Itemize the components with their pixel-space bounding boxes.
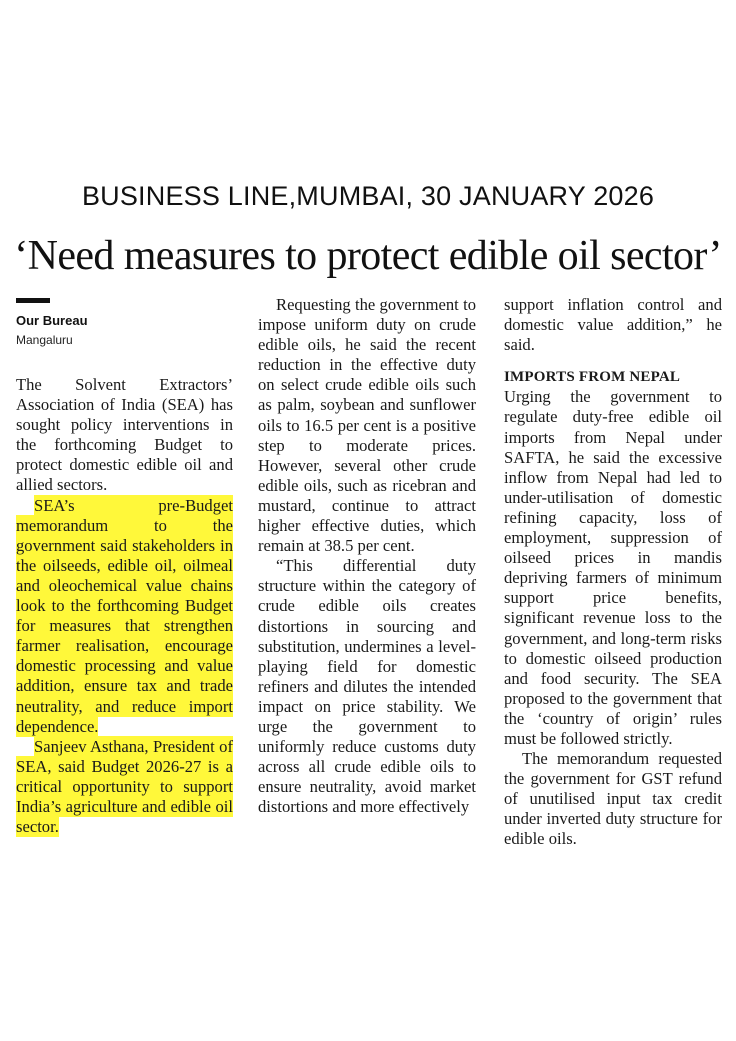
article-paragraph-highlighted bbox=[16, 496, 233, 737]
byline-rule bbox=[16, 298, 50, 303]
section-subhead: IMPORTS FROM NEPAL bbox=[504, 369, 681, 386]
article-headline: ‘Need measures to protect edible oil sector’ bbox=[14, 233, 722, 279]
article-column-1 bbox=[16, 375, 233, 837]
article-paragraph: The memorandum requested the government for GST refund of unutilised input tax credit under inverted duty structure for edible oils. bbox=[504, 749, 722, 849]
article-paragraph: support inflation control and domestic value addition,” he said. bbox=[504, 295, 722, 355]
article-paragraph-highlighted bbox=[16, 737, 233, 837]
highlighted-text: SEA’s pre-Budget memorandum to the government said stakeholders in the oilseeds, edible oil, oilmeal and oleochemical value chains look to the forthcoming Budget for measures that strengthen farmer realisation, encourage domestic processing and value addition, ensure tax and trade neutrality, and reduce import dependence. bbox=[16, 495, 233, 736]
article-paragraph: Requesting the government to impose uniform duty on crude edible oils, he said the recent reduction in the effective duty on select crude edible oils such as palm, soybean and sunflower oils to 16.5 per cent is a positive step to moderate prices. However, several other crude edible oils, such as ricebran and mustard, continue to attract higher effective duties, which remain at 38.5 per cent. bbox=[258, 295, 476, 556]
article-column-3 bbox=[504, 295, 722, 850]
article-column-2 bbox=[258, 295, 476, 817]
publication-masthead: BUSINESS LINE,MUMBAI, 30 JANUARY 2026 bbox=[81, 181, 655, 211]
highlighted-text: Sanjeev Asthana, President of SEA, said Budget 2026-27 is a critical opportunity to support India’s agriculture and edible oil sector. bbox=[16, 736, 233, 837]
article-paragraph: The Solvent Extractors’ Association of India (SEA) has sought policy interventions in the forthcoming Budget to protect domestic edible oil and allied sectors. bbox=[16, 375, 233, 495]
article-paragraph: Urging the government to regulate duty-free edible oil imports from Nepal under SAFTA, he said the excessive inflow from Nepal had led to under-utilisation of domestic refining capacity, loss of employment, suppression of oilseed prices in mandis depriving farmers of minimum support price benefits, significant revenue loss to the government, and long-term risks to domestic oilseed production and food security. The SEA proposed to the government that the ‘country of origin’ rules must be followed strictly. bbox=[504, 387, 722, 748]
dateline: Mangaluru bbox=[16, 333, 73, 347]
article-paragraph: “This differential duty structure within the category of crude edible oils creates distortions in sourcing and substitution, undermines a level-playing field for domestic refiners and dilutes the intended impact on price stability. We urge the government to uniformly reduce customs duty across all crude edible oils to ensure neutrality, avoid market distortions and more effectively bbox=[258, 556, 476, 817]
byline: Our Bureau bbox=[16, 313, 88, 328]
